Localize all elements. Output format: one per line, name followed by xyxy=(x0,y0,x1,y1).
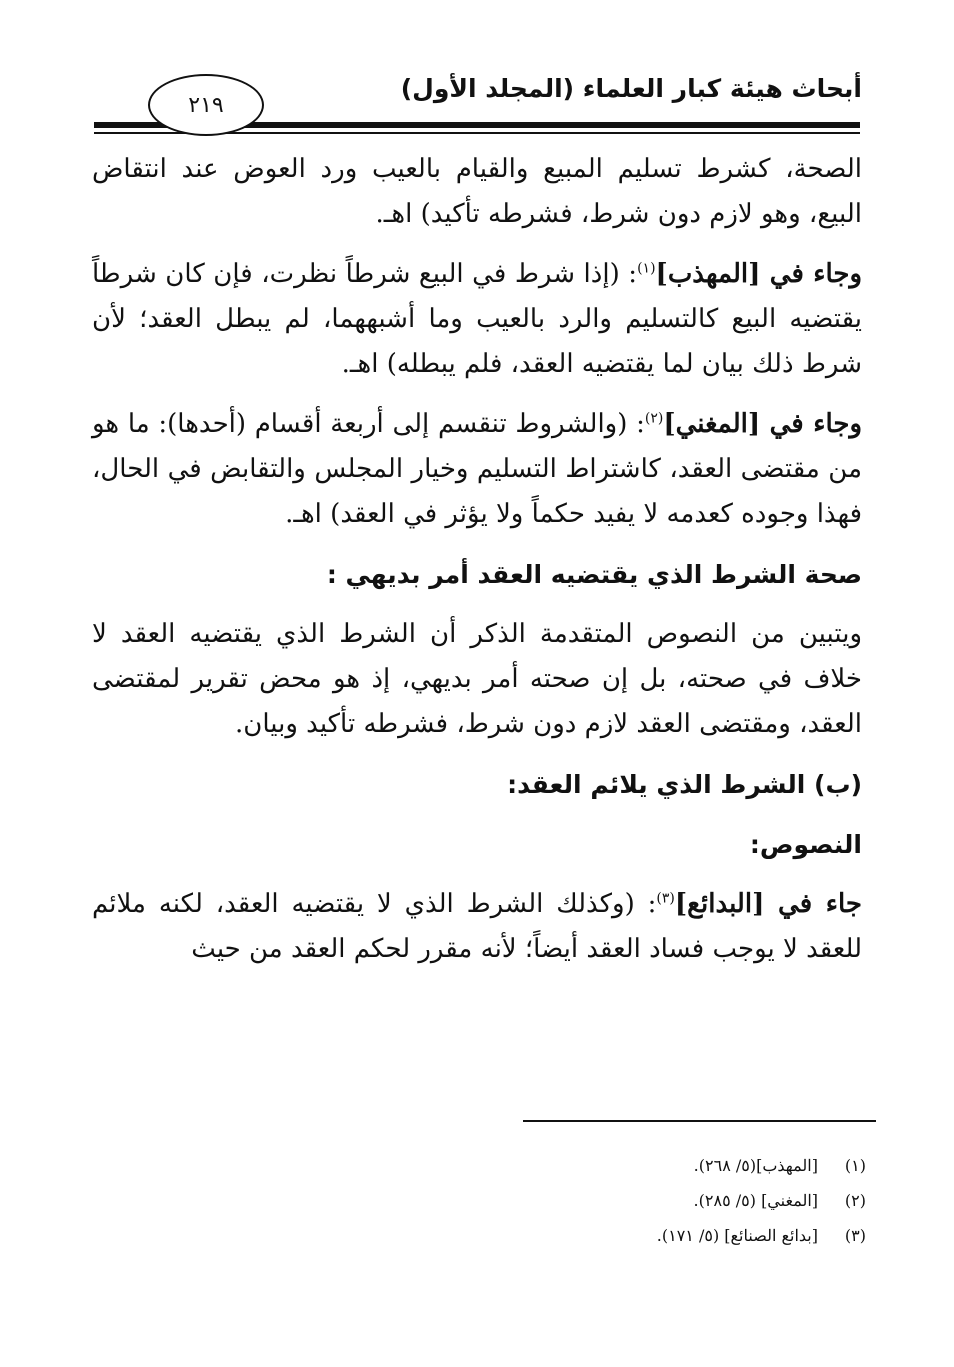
footnote-number: (٣) xyxy=(844,1226,866,1245)
main-text xyxy=(92,147,862,987)
footnote-ref: (٢) xyxy=(644,410,664,427)
subsection-heading: النصوص: xyxy=(749,830,862,859)
quote-text: : (إذا شرط في البيع شرطاً نظرت، فإن كان شرطاً يقتضيه البيع كالتسليم والرد بالعيب وما أشبههما، لم يبطل العقد؛ لأن شرط ذلك بيان لما يقتضيه العقد، فلم يبطله) اهـ. xyxy=(92,259,862,379)
section-heading: (ب) الشرط الذي يلائم العقد: xyxy=(507,770,862,799)
footnote-text: [المغني] (٥/ ٢٨٥). xyxy=(693,1191,818,1210)
running-header-title: أبحاث هيئة كبار العلماء (المجلد الأول) xyxy=(400,74,862,103)
footnote-number: (١) xyxy=(844,1156,866,1175)
footnote-text: [المهذب](٥/ ٢٦٨). xyxy=(693,1156,818,1175)
quote-text: : (وكذلك الشرط الذي لا يقتضيه العقد، لكنه ملائم للعقد لا يوجب فساد العقد أيضاً؛ لأنه مقرر لحكم العقد من حيث xyxy=(92,889,862,964)
source-intro: وجاء في [المهذب] xyxy=(655,259,862,289)
paragraph-badaai xyxy=(92,882,862,972)
footnote xyxy=(466,1218,866,1253)
footnote-ref: (١) xyxy=(637,260,656,277)
paragraph-continuation: الصحة، كشرط تسليم المبيع والقيام بالعيب ورد العوض عند انتقاض البيع، وهو لازم دون شرط، فشرطه تأكيد) اهـ. xyxy=(92,154,862,229)
footnote-text: [بدائع الصنائع] (٥/ ١٧١). xyxy=(656,1226,818,1245)
paragraph-conclusion: ويتبين من النصوص المتقدمة الذكر أن الشرط الذي يقتضيه العقد لا خلاف في صحته، بل إن صحته أمر بديهي، إذ هو محض تقرير لمقتضى العقد، ومقتضى العقد لازم دون شرط، فشرطه تأكيد وبيان. xyxy=(92,619,862,739)
paragraph-mughni xyxy=(92,402,862,537)
section-heading: صحة الشرط الذي يقتضيه العقد أمر بديهي : xyxy=(326,560,862,589)
footnote-number: (٢) xyxy=(844,1191,866,1210)
footnote xyxy=(466,1183,866,1218)
paragraph-muhadhdhab xyxy=(92,252,862,387)
quote-text: : (والشروط تنقسم إلى أربعة أقسام (أحدها): ما هو من مقتضى العقد، كاشتراط التسليم وخيار المجلس والتقابض في الحال، فهذا وجوده كعدمه لا يفيد حكماً ولا يؤثر في العقد) اهـ. xyxy=(92,409,862,529)
page-number-oval: ٢١٩ xyxy=(148,74,264,136)
source-intro: وجاء في [المغني] xyxy=(663,409,862,439)
source-intro: جاء في [البدائع] xyxy=(674,889,862,919)
footnote-ref: (٣) xyxy=(656,890,675,907)
footnote xyxy=(466,1148,866,1183)
footnote-separator xyxy=(523,1120,876,1122)
footnotes xyxy=(466,1148,866,1253)
